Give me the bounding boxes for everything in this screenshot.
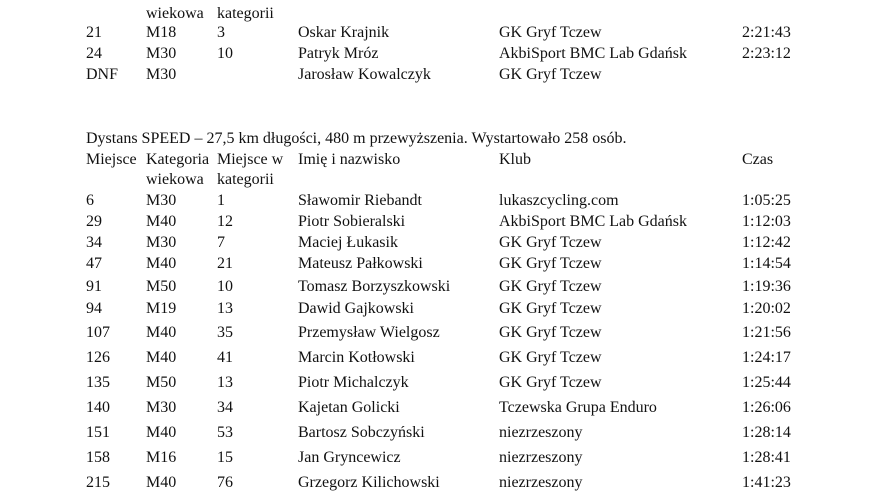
- club-cell: GK Gryf Tczew: [499, 24, 602, 41]
- time-cell: 1:26:06: [742, 399, 791, 416]
- club-cell: GK Gryf Tczew: [499, 278, 602, 295]
- name-cell: Bartosz Sobczyński: [298, 424, 425, 441]
- place-cell: 140: [86, 399, 110, 416]
- table-row: [0, 65, 893, 85]
- time-cell: 1:41:23: [742, 474, 791, 491]
- category-cell: M30: [146, 66, 177, 83]
- place-cell: 151: [86, 424, 110, 441]
- place-cell: 215: [86, 474, 110, 491]
- category-place-cell: 13: [217, 300, 233, 317]
- place-cell: 158: [86, 449, 110, 466]
- club-cell: Tczewska Grupa Enduro: [499, 399, 657, 416]
- table-row: [0, 448, 893, 468]
- table-row: [0, 423, 893, 443]
- name-cell: Maciej Łukasik: [298, 234, 398, 251]
- time-cell: 1:05:25: [742, 192, 791, 209]
- category-place-cell: 53: [217, 424, 233, 441]
- name-cell: Piotr Michalczyk: [298, 374, 409, 391]
- table-row: [0, 254, 893, 274]
- time-cell: 1:12:03: [742, 213, 791, 230]
- category-header: Kategoria: [146, 151, 210, 168]
- name-cell: Grzegorz Kilichowski: [298, 474, 440, 491]
- category-place-cell: 41: [217, 349, 233, 366]
- time-cell: 1:24:17: [742, 349, 791, 366]
- place-cell: 47: [86, 255, 102, 272]
- name-cell: Dawid Gajkowski: [298, 300, 414, 317]
- category-place-header-line2: kategorii: [217, 5, 274, 22]
- club-header: Klub: [499, 151, 531, 168]
- place-cell: 94: [86, 300, 102, 317]
- category-place-cell: 13: [217, 374, 233, 391]
- table-row: [0, 277, 893, 297]
- time-cell: 1:20:02: [742, 300, 791, 317]
- club-cell: GK Gryf Tczew: [499, 374, 602, 391]
- table-row: [0, 299, 893, 319]
- time-cell: 2:21:43: [742, 24, 791, 41]
- name-header: Imię i nazwisko: [298, 151, 401, 168]
- category-cell: M16: [146, 449, 177, 466]
- name-cell: Kajetan Golicki: [298, 399, 400, 416]
- table-row: [0, 473, 893, 493]
- category-place-cell: 76: [217, 474, 233, 491]
- table-row: [0, 212, 893, 232]
- category-cell: M40: [146, 474, 177, 491]
- time-cell: 1:12:42: [742, 234, 791, 251]
- club-cell: niezrzeszony: [499, 424, 583, 441]
- category-place-cell: 12: [217, 213, 233, 230]
- speed-table-header: [0, 150, 893, 170]
- name-cell: Jarosław Kowalczyk: [298, 66, 431, 83]
- club-cell: GK Gryf Tczew: [499, 66, 602, 83]
- club-cell: GK Gryf Tczew: [499, 255, 602, 272]
- category-place-cell: 3: [217, 24, 225, 41]
- name-cell: Piotr Sobieralski: [298, 213, 406, 230]
- category-cell: M40: [146, 255, 177, 272]
- club-cell: GK Gryf Tczew: [499, 234, 602, 251]
- speed-heading: Dystans SPEED – 27,5 km długości, 480 m przewyższenia. Wystartowało 258 osób.: [86, 130, 627, 147]
- place-cell: 135: [86, 374, 110, 391]
- table-row: [0, 398, 893, 418]
- category-place-cell: 10: [217, 45, 233, 62]
- speed-table-header-line2: [0, 170, 893, 190]
- category-cell: M30: [146, 234, 177, 251]
- place-header: Miejsce: [86, 151, 137, 168]
- table-row: [0, 191, 893, 211]
- place-cell: 107: [86, 324, 110, 341]
- place-cell: 6: [86, 192, 94, 209]
- category-cell: M40: [146, 213, 177, 230]
- table-row: [0, 348, 893, 368]
- club-cell: GK Gryf Tczew: [499, 349, 602, 366]
- club-cell: niezrzeszony: [499, 449, 583, 466]
- category-place-cell: 15: [217, 449, 233, 466]
- category-place-cell: 35: [217, 324, 233, 341]
- place-cell: 24: [86, 45, 102, 62]
- category-header-line2: wiekowa: [146, 5, 204, 22]
- club-cell: AkbiSport BMC Lab Gdańsk: [499, 45, 687, 62]
- category-header-line2: wiekowa: [146, 171, 204, 188]
- time-cell: 1:28:41: [742, 449, 791, 466]
- club-cell: GK Gryf Tczew: [499, 324, 602, 341]
- place-cell: DNF: [86, 66, 119, 83]
- place-cell: 29: [86, 213, 102, 230]
- time-header: Czas: [742, 151, 774, 168]
- name-cell: Marcin Kotłowski: [298, 349, 415, 366]
- name-cell: Oskar Krajnik: [298, 24, 390, 41]
- category-cell: M19: [146, 300, 177, 317]
- category-place-cell: 10: [217, 278, 233, 295]
- table-row: [0, 233, 893, 253]
- category-cell: M30: [146, 45, 177, 62]
- name-cell: Patryk Mróz: [298, 45, 379, 62]
- name-cell: Przemysław Wielgosz: [298, 324, 440, 341]
- table-row: [0, 323, 893, 343]
- table-row: [0, 44, 893, 64]
- category-cell: M50: [146, 278, 177, 295]
- name-cell: Sławomir Riebandt: [298, 192, 422, 209]
- category-place-cell: 7: [217, 234, 225, 251]
- category-cell: M40: [146, 424, 177, 441]
- category-place-cell: 1: [217, 192, 225, 209]
- category-place-cell: 34: [217, 399, 233, 416]
- category-cell: M50: [146, 374, 177, 391]
- time-cell: 1:14:54: [742, 255, 791, 272]
- place-cell: 126: [86, 349, 110, 366]
- category-cell: M40: [146, 324, 177, 341]
- category-cell: M30: [146, 192, 177, 209]
- time-cell: 1:28:14: [742, 424, 791, 441]
- category-cell: M30: [146, 399, 177, 416]
- time-cell: 1:25:44: [742, 374, 791, 391]
- time-cell: 1:21:56: [742, 324, 791, 341]
- category-cell: M18: [146, 24, 177, 41]
- table-row: [0, 373, 893, 393]
- time-cell: 1:19:36: [742, 278, 791, 295]
- place-cell: 91: [86, 278, 102, 295]
- top-table-header-tail: [0, 4, 893, 24]
- club-cell: AkbiSport BMC Lab Gdańsk: [499, 213, 687, 230]
- table-row: [0, 23, 893, 43]
- time-cell: 2:23:12: [742, 45, 791, 62]
- category-place-header-line2: kategorii: [217, 171, 274, 188]
- name-cell: Jan Gryncewicz: [298, 449, 401, 466]
- place-cell: 34: [86, 234, 102, 251]
- name-cell: Tomasz Borzyszkowski: [298, 278, 451, 295]
- category-place-cell: 21: [217, 255, 233, 272]
- category-cell: M40: [146, 349, 177, 366]
- name-cell: Mateusz Pałkowski: [298, 255, 423, 272]
- club-cell: GK Gryf Tczew: [499, 300, 602, 317]
- place-cell: 21: [86, 24, 102, 41]
- club-cell: niezrzeszony: [499, 474, 583, 491]
- category-place-header: Miejsce w: [217, 151, 284, 168]
- club-cell: lukaszcycling.com: [499, 192, 619, 209]
